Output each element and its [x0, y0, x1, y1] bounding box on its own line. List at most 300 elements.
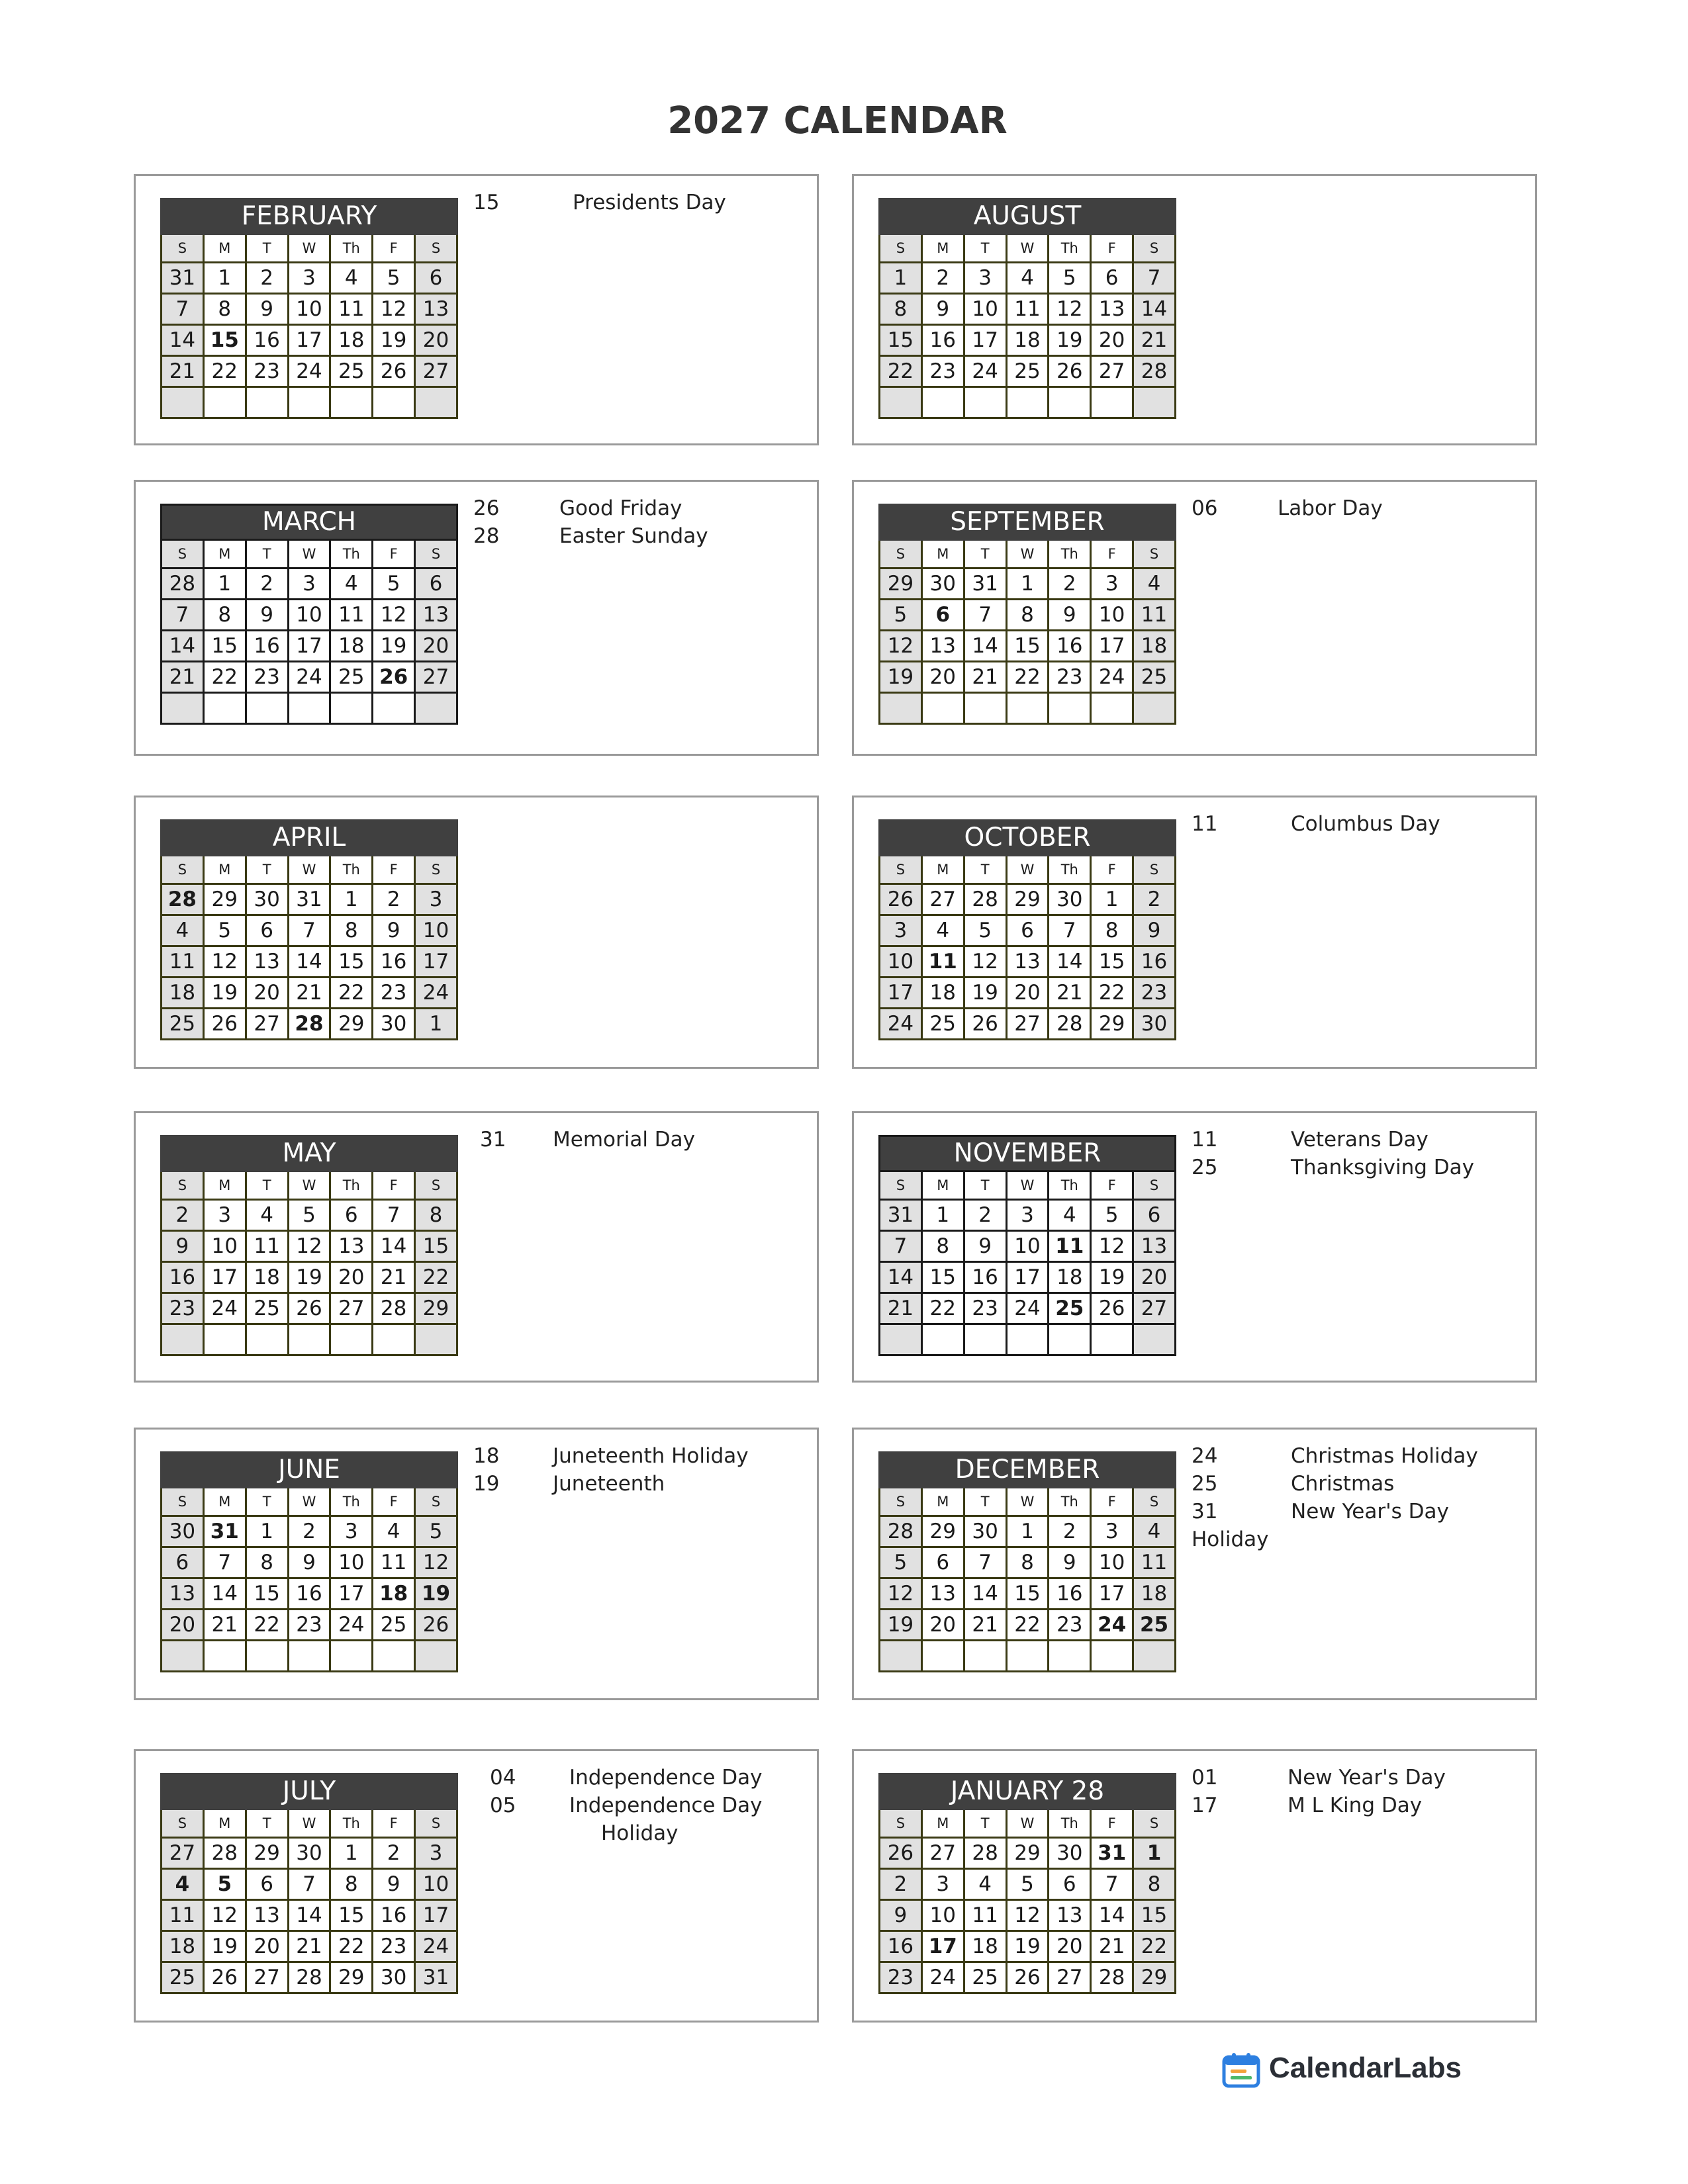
day-cell: 31: [1091, 1838, 1133, 1869]
day-cell: 5: [964, 915, 1006, 946]
day-cell: 16: [373, 1900, 415, 1931]
week-row: [880, 1293, 1176, 1324]
week-row: [162, 356, 457, 387]
day-cell: 16: [246, 631, 288, 662]
month-panel-february: [134, 174, 819, 445]
day-cell: 3: [1091, 1516, 1133, 1547]
day-cell: 24: [203, 1293, 246, 1324]
day-cell: 22: [921, 1293, 964, 1324]
month-name: JUNE: [162, 1453, 457, 1488]
weekday-header: S: [162, 1809, 204, 1838]
day-cell: 3: [288, 569, 330, 600]
day-cell: 8: [203, 600, 246, 631]
day-cell: 2: [1133, 884, 1176, 915]
day-cell: 7: [964, 1547, 1006, 1578]
day-cell: 7: [162, 294, 204, 325]
weekday-header: F: [1091, 856, 1133, 884]
day-cell: [880, 387, 922, 418]
week-row: [162, 662, 457, 693]
weekday-header: F: [1091, 1809, 1133, 1838]
day-cell: 5: [880, 600, 922, 631]
month-name: DECEMBER: [880, 1453, 1176, 1488]
day-cell: 21: [1091, 1931, 1133, 1962]
holiday-name: Easter Sunday: [559, 524, 708, 548]
weekday-header: M: [921, 1809, 964, 1838]
day-cell: [1091, 1324, 1133, 1355]
month-calendar: [878, 504, 1176, 725]
holiday-name: New Year's Day: [1291, 1500, 1449, 1524]
week-row: [880, 1900, 1176, 1931]
day-cell: 12: [288, 1231, 330, 1262]
day-cell: 30: [373, 1009, 415, 1040]
week-row: [162, 325, 457, 356]
weekday-header: T: [246, 234, 288, 263]
week-row: [880, 884, 1176, 915]
day-cell: 6: [330, 1200, 373, 1231]
day-cell: 18: [162, 978, 204, 1009]
day-cell: 8: [1091, 915, 1133, 946]
weekday-header: S: [415, 856, 457, 884]
day-cell: 21: [964, 662, 1006, 693]
day-cell: 11: [162, 1900, 204, 1931]
day-cell: 13: [162, 1578, 204, 1610]
weekday-header: M: [921, 856, 964, 884]
holiday-date: 28: [473, 524, 500, 548]
month-name: AUGUST: [880, 199, 1176, 234]
holiday-item: [473, 191, 810, 218]
holiday-list: [473, 1444, 810, 1500]
day-cell: 26: [415, 1610, 457, 1641]
day-cell: [288, 1324, 330, 1355]
day-cell: 9: [373, 915, 415, 946]
weekday-header: W: [1006, 856, 1049, 884]
weekday-header: Th: [1049, 856, 1091, 884]
day-cell: 9: [162, 1231, 204, 1262]
day-cell: [1006, 387, 1049, 418]
holiday-list: [473, 1766, 810, 1849]
week-row: [162, 263, 457, 294]
holiday-name: New Year's Day: [1288, 1766, 1446, 1790]
weekday-header: W: [1006, 540, 1049, 569]
day-cell: 24: [415, 978, 457, 1009]
day-cell: 29: [1006, 884, 1049, 915]
day-cell: [203, 1641, 246, 1672]
day-cell: 13: [921, 1578, 964, 1610]
day-cell: 20: [1091, 325, 1133, 356]
week-row: [880, 1547, 1176, 1578]
weekday-header: T: [964, 1809, 1006, 1838]
day-cell: [415, 1324, 457, 1355]
day-cell: 20: [330, 1262, 373, 1293]
day-cell: 11: [162, 946, 204, 978]
day-cell: 24: [330, 1610, 373, 1641]
week-row: [880, 1516, 1176, 1547]
week-row: [162, 1324, 457, 1355]
day-cell: 29: [1091, 1009, 1133, 1040]
day-cell: 10: [880, 946, 922, 978]
month-panel-november: [852, 1111, 1537, 1383]
week-row: [880, 1838, 1176, 1869]
day-cell: [921, 1324, 964, 1355]
day-cell: 24: [415, 1931, 457, 1962]
day-cell: 1: [921, 1200, 964, 1231]
month-calendar: [878, 819, 1176, 1040]
weekday-header: M: [203, 234, 246, 263]
holiday-date: 15: [473, 191, 500, 214]
day-cell: 4: [1133, 1516, 1176, 1547]
weekday-header: S: [1133, 540, 1176, 569]
day-cell: 17: [415, 946, 457, 978]
weekday-header: W: [288, 234, 330, 263]
day-cell: 17: [921, 1931, 964, 1962]
week-row: [162, 1931, 457, 1962]
day-cell: [203, 387, 246, 418]
day-cell: 24: [880, 1009, 922, 1040]
weekday-header: M: [203, 1171, 246, 1200]
weekday-header: Th: [330, 1809, 373, 1838]
day-cell: [921, 693, 964, 724]
day-cell: 25: [330, 662, 373, 693]
holiday-name: Juneteenth: [553, 1472, 665, 1496]
month-panel-december: [852, 1428, 1537, 1700]
week-row: [162, 1009, 457, 1040]
day-cell: 21: [162, 662, 204, 693]
weekday-header: T: [246, 856, 288, 884]
day-cell: 28: [964, 884, 1006, 915]
week-row: [880, 600, 1176, 631]
holiday-item: [1192, 1766, 1528, 1794]
day-cell: 14: [288, 946, 330, 978]
day-cell: 13: [415, 294, 457, 325]
day-cell: 28: [1049, 1009, 1091, 1040]
day-cell: [288, 693, 330, 724]
holiday-list: [1192, 1128, 1528, 1183]
day-cell: 9: [288, 1547, 330, 1578]
day-cell: 23: [288, 1610, 330, 1641]
day-cell: 15: [1006, 631, 1049, 662]
week-row: [880, 1009, 1176, 1040]
holiday-item: [473, 1794, 810, 1821]
day-cell: 28: [162, 884, 204, 915]
day-cell: 12: [880, 1578, 922, 1610]
day-cell: 14: [1133, 294, 1176, 325]
weekday-header: F: [373, 1488, 415, 1516]
day-cell: 29: [415, 1293, 457, 1324]
day-cell: 30: [246, 884, 288, 915]
day-cell: 20: [921, 662, 964, 693]
day-cell: 18: [1006, 325, 1049, 356]
week-row: [880, 1324, 1176, 1355]
day-cell: 8: [203, 294, 246, 325]
day-cell: 23: [1049, 662, 1091, 693]
week-row: [162, 631, 457, 662]
weekday-header: S: [162, 234, 204, 263]
day-cell: 3: [330, 1516, 373, 1547]
day-cell: 4: [162, 1869, 204, 1900]
day-cell: 21: [373, 1262, 415, 1293]
day-cell: 22: [880, 356, 922, 387]
day-cell: 6: [1133, 1200, 1176, 1231]
day-cell: [373, 1324, 415, 1355]
month-calendar: [160, 819, 458, 1040]
week-row: [880, 631, 1176, 662]
day-cell: 14: [1091, 1900, 1133, 1931]
week-row: [880, 1869, 1176, 1900]
day-cell: 27: [921, 884, 964, 915]
holiday-date: 26: [473, 496, 500, 520]
day-cell: 12: [203, 946, 246, 978]
holiday-date: 04: [490, 1766, 516, 1790]
day-cell: 3: [288, 263, 330, 294]
holiday-date: 17: [1192, 1794, 1218, 1817]
day-cell: 11: [1049, 1231, 1091, 1262]
day-cell: 15: [330, 1900, 373, 1931]
weekday-header: T: [964, 234, 1006, 263]
day-cell: 29: [1006, 1838, 1049, 1869]
weekday-header: W: [288, 856, 330, 884]
day-cell: 3: [415, 884, 457, 915]
day-cell: [246, 1641, 288, 1672]
weekday-header: M: [203, 1488, 246, 1516]
day-cell: 4: [330, 263, 373, 294]
day-cell: 14: [1049, 946, 1091, 978]
day-cell: 26: [1006, 1962, 1049, 1993]
day-cell: 29: [246, 1838, 288, 1869]
day-cell: 17: [1091, 1578, 1133, 1610]
weekday-header: S: [1133, 1809, 1176, 1838]
day-cell: 23: [921, 356, 964, 387]
day-cell: 20: [415, 325, 457, 356]
day-cell: 21: [288, 978, 330, 1009]
weekday-header: S: [1133, 1171, 1176, 1200]
day-cell: 10: [1091, 1547, 1133, 1578]
day-cell: 5: [373, 569, 415, 600]
day-cell: 14: [203, 1578, 246, 1610]
day-cell: 6: [246, 915, 288, 946]
weekday-header: M: [203, 1809, 246, 1838]
day-cell: 20: [921, 1610, 964, 1641]
day-cell: 21: [964, 1610, 1006, 1641]
day-cell: 14: [162, 325, 204, 356]
day-cell: 9: [246, 600, 288, 631]
day-cell: 23: [246, 662, 288, 693]
weekday-header: S: [880, 1488, 922, 1516]
month-panel-june: [134, 1428, 819, 1700]
day-cell: 23: [1133, 978, 1176, 1009]
day-cell: [246, 387, 288, 418]
day-cell: 17: [1006, 1262, 1049, 1293]
day-cell: 9: [1049, 1547, 1091, 1578]
day-cell: 15: [203, 325, 246, 356]
day-cell: 19: [964, 978, 1006, 1009]
weekday-header: W: [1006, 1809, 1049, 1838]
day-cell: 30: [921, 569, 964, 600]
day-cell: 19: [1091, 1262, 1133, 1293]
day-cell: 24: [1091, 1610, 1133, 1641]
holiday-item: [1192, 1794, 1528, 1821]
month-panel-january-28: [852, 1749, 1537, 2023]
day-cell: 22: [1006, 1610, 1049, 1641]
day-cell: 28: [1091, 1962, 1133, 1993]
day-cell: 6: [246, 1869, 288, 1900]
day-cell: 29: [1133, 1962, 1176, 1993]
weekday-header: S: [415, 234, 457, 263]
day-cell: 10: [1091, 600, 1133, 631]
day-cell: 1: [246, 1516, 288, 1547]
week-row: [162, 1838, 457, 1869]
month-panel-march: [134, 480, 819, 756]
day-cell: 1: [330, 884, 373, 915]
holiday-name: Independence Day: [569, 1794, 763, 1817]
day-cell: 5: [288, 1200, 330, 1231]
week-row: [162, 294, 457, 325]
weekday-header: S: [162, 1171, 204, 1200]
weekday-header: T: [246, 1171, 288, 1200]
weekday-header: Th: [1049, 1809, 1091, 1838]
day-cell: [880, 1324, 922, 1355]
day-cell: 5: [1091, 1200, 1133, 1231]
day-cell: 15: [921, 1262, 964, 1293]
day-cell: 16: [964, 1262, 1006, 1293]
weekday-header: S: [1133, 234, 1176, 263]
day-cell: 6: [1049, 1869, 1091, 1900]
day-cell: 23: [373, 1931, 415, 1962]
holiday-item: [1192, 496, 1528, 524]
day-cell: 19: [288, 1262, 330, 1293]
day-cell: 11: [1133, 1547, 1176, 1578]
day-cell: 25: [1133, 662, 1176, 693]
weekday-header: Th: [1049, 1171, 1091, 1200]
day-cell: 4: [1049, 1200, 1091, 1231]
day-cell: 29: [921, 1516, 964, 1547]
week-row: [880, 662, 1176, 693]
weekday-header: M: [203, 856, 246, 884]
week-row: [880, 978, 1176, 1009]
day-cell: 1: [1091, 884, 1133, 915]
day-cell: [415, 693, 457, 724]
day-cell: 19: [1049, 325, 1091, 356]
day-cell: [162, 1324, 204, 1355]
day-cell: 30: [1133, 1009, 1176, 1040]
day-cell: 30: [288, 1838, 330, 1869]
month-panel-july: [134, 1749, 819, 2023]
day-cell: 24: [288, 356, 330, 387]
day-cell: 13: [1006, 946, 1049, 978]
day-cell: 26: [373, 356, 415, 387]
day-cell: 27: [162, 1838, 204, 1869]
day-cell: 12: [964, 946, 1006, 978]
day-cell: 5: [373, 263, 415, 294]
holiday-name: Juneteenth Holiday: [553, 1444, 749, 1468]
month-calendar: [878, 1451, 1176, 1672]
holiday-list: [1192, 1766, 1528, 1821]
day-cell: 3: [880, 915, 922, 946]
weekday-header: F: [1091, 234, 1133, 263]
day-cell: 8: [246, 1547, 288, 1578]
day-cell: 5: [415, 1516, 457, 1547]
day-cell: [246, 693, 288, 724]
day-cell: 22: [203, 356, 246, 387]
day-cell: 12: [373, 294, 415, 325]
day-cell: 13: [246, 1900, 288, 1931]
day-cell: 17: [415, 1900, 457, 1931]
month-name: JULY: [162, 1774, 457, 1809]
day-cell: 18: [1133, 631, 1176, 662]
day-cell: 29: [330, 1962, 373, 1993]
day-cell: [246, 1324, 288, 1355]
day-cell: 5: [1006, 1869, 1049, 1900]
day-cell: 26: [203, 1009, 246, 1040]
day-cell: [1091, 693, 1133, 724]
day-cell: 19: [203, 1931, 246, 1962]
week-row: [162, 884, 457, 915]
weekday-header: W: [1006, 1488, 1049, 1516]
week-row: [880, 294, 1176, 325]
holiday-item: [1192, 812, 1528, 840]
day-cell: 9: [1133, 915, 1176, 946]
day-cell: 11: [246, 1231, 288, 1262]
holiday-name-continued: Holiday: [601, 1821, 679, 1845]
holiday-item: [1192, 1500, 1528, 1527]
month-name: MAY: [162, 1136, 457, 1171]
day-cell: 10: [203, 1231, 246, 1262]
day-cell: 22: [330, 978, 373, 1009]
holiday-date: 11: [1192, 812, 1218, 836]
day-cell: [330, 693, 373, 724]
day-cell: 29: [880, 569, 922, 600]
day-cell: 2: [288, 1516, 330, 1547]
weekday-header: Th: [330, 540, 373, 569]
day-cell: 2: [964, 1200, 1006, 1231]
day-cell: 27: [415, 356, 457, 387]
weekday-header: F: [373, 856, 415, 884]
day-cell: 30: [964, 1516, 1006, 1547]
day-cell: 7: [1049, 915, 1091, 946]
day-cell: 19: [880, 1610, 922, 1641]
day-cell: 29: [330, 1009, 373, 1040]
day-cell: 1: [880, 263, 922, 294]
day-cell: [1133, 387, 1176, 418]
day-cell: 22: [246, 1610, 288, 1641]
day-cell: 12: [203, 1900, 246, 1931]
holiday-date: 24: [1192, 1444, 1218, 1468]
day-cell: 28: [373, 1293, 415, 1324]
day-cell: 25: [964, 1962, 1006, 1993]
day-cell: [1006, 1641, 1049, 1672]
day-cell: [1133, 693, 1176, 724]
day-cell: [162, 1641, 204, 1672]
day-cell: 4: [921, 915, 964, 946]
week-row: [162, 600, 457, 631]
day-cell: [1006, 693, 1049, 724]
day-cell: 27: [921, 1838, 964, 1869]
holiday-name: Columbus Day: [1291, 812, 1440, 836]
day-cell: 8: [880, 294, 922, 325]
month-panel-august: [852, 174, 1537, 445]
weekday-header: T: [964, 856, 1006, 884]
day-cell: 8: [330, 915, 373, 946]
day-cell: 26: [964, 1009, 1006, 1040]
day-cell: 2: [1049, 569, 1091, 600]
day-cell: 4: [1006, 263, 1049, 294]
week-row: [880, 1962, 1176, 1993]
day-cell: 27: [415, 662, 457, 693]
day-cell: 15: [203, 631, 246, 662]
week-row: [162, 1900, 457, 1931]
day-cell: 11: [330, 294, 373, 325]
weekday-header: M: [921, 1488, 964, 1516]
day-cell: 8: [415, 1200, 457, 1231]
